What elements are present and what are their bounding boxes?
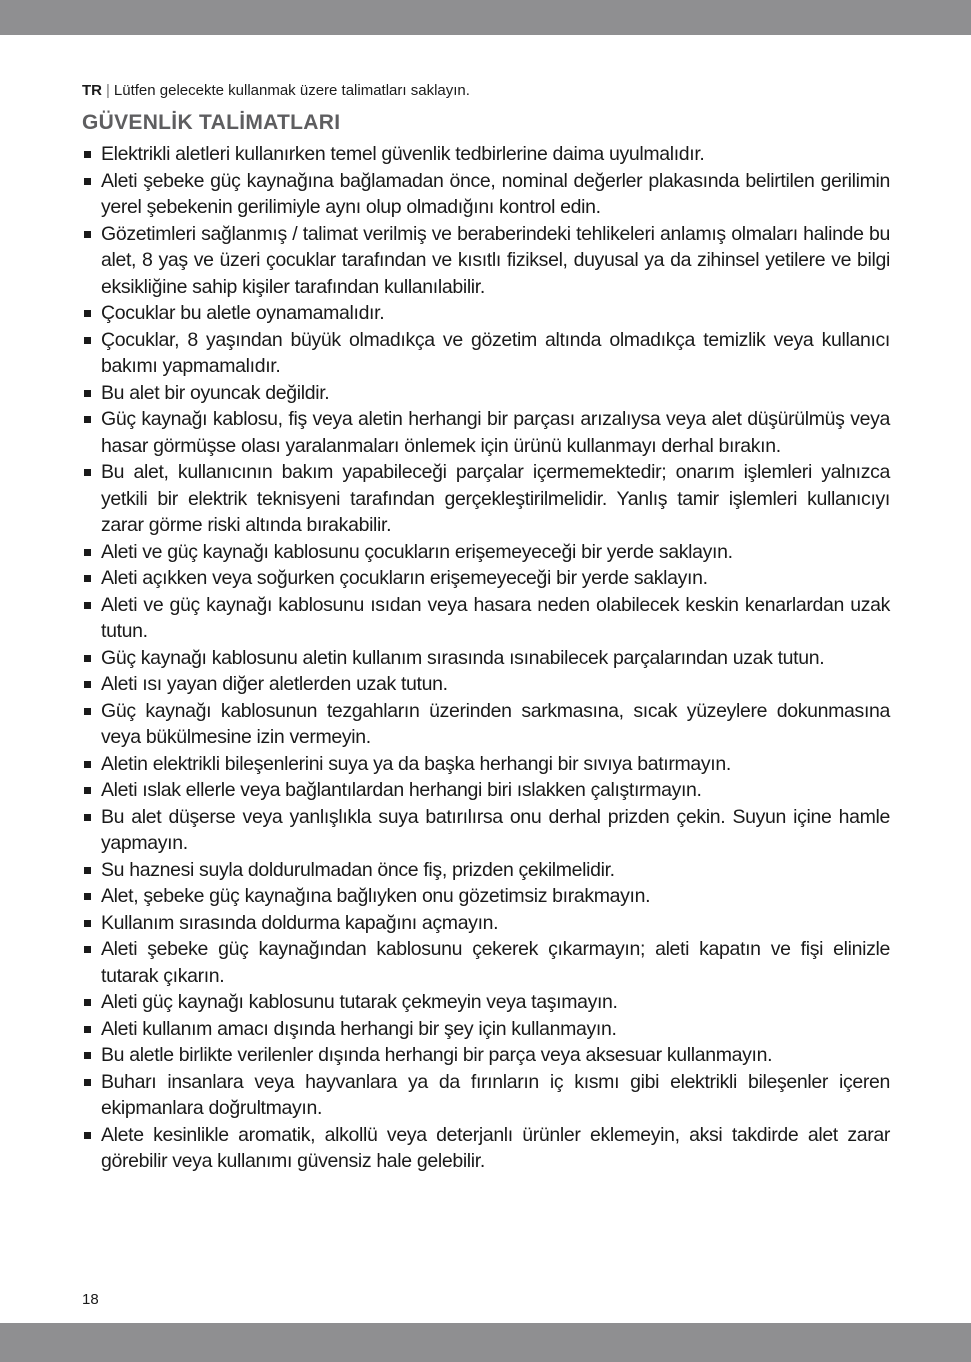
bullet-square-icon (84, 1132, 91, 1139)
bullet-square-icon (84, 549, 91, 556)
bullet-square-icon (84, 787, 91, 794)
list-item (82, 989, 890, 1016)
list-item (82, 459, 890, 539)
header-separator: | (106, 82, 110, 99)
list-item (82, 221, 890, 301)
bullet-square-icon (84, 1026, 91, 1033)
list-item-text: Güç kaynağı kablosunun tezgahların üzerinden sarkmasına, sıcak yüzeylere dokunmasına veya bükülmesine izin vermeyin. (101, 699, 890, 748)
bullet-square-icon (84, 893, 91, 900)
bullet-square-icon (84, 151, 91, 158)
header-note-text: Lütfen gelecekte kullanmak üzere talimatları saklayın. (113, 82, 470, 99)
list-item (82, 751, 890, 778)
list-item (82, 327, 890, 380)
list-item-text: Çocuklar bu aletle oynamamalıdır. (101, 302, 385, 324)
list-item (82, 910, 890, 937)
list-item-text: Alet, şebeke güç kaynağına bağlıyken onu gözetimsiz bırakmayın. (101, 885, 651, 907)
list-item-text: Aleti açıkken veya soğurken çocukların erişemeyeceği bir yerde saklayın. (101, 567, 708, 589)
list-item-text: Elektrikli aletleri kullanırken temel güvenlik tedbirlerine daima uyulmalıdır. (101, 143, 705, 165)
safety-instructions-list (82, 141, 890, 1175)
list-item-text: Gözetimleri sağlanmış / talimat verilmiş ve beraberindeki tehlikeleri anlamış olmaları halinde bu alet, 8 yaş ve üzeri çocuklar tarafından ve kısıtlı fiziksel, duyusal ya da zihinsel yetilere ve bilgi eksikliğine sahip kişiler tarafından kullanılabilir. (101, 222, 890, 298)
list-item-text: Aleti ve güç kaynağı kablosunu çocukların erişemeyeceği bir yerde saklayın. (101, 540, 733, 563)
list-item (82, 777, 890, 804)
section-title: GÜVENLİK TALİMATLARI (82, 111, 341, 134)
bullet-square-icon (84, 416, 91, 423)
bullet-square-icon (84, 1079, 91, 1086)
list-item (82, 380, 890, 407)
list-item-text: Bu alet düşerse veya yanlışlıkla suya batırılırsa onu derhal prizden çekin. Suyun içine hamle yapmayın. (101, 805, 890, 854)
list-item (82, 936, 890, 989)
top-band (0, 0, 971, 35)
bullet-square-icon (84, 999, 91, 1006)
list-item (82, 168, 890, 221)
list-item-text: Su haznesi suyla doldurulmadan önce fiş, prizden çekilmelidir. (101, 858, 615, 881)
list-item (82, 671, 890, 698)
bullet-square-icon (84, 602, 91, 609)
page-number: 18 (82, 1291, 99, 1308)
list-item-text: Aletin elektrikli bileşenlerini suya ya da başka herhangi bir sıvıya batırmayın. (101, 752, 731, 775)
list-item-text: Alete kesinlikle aromatik, alkollü veya deterjanlı ürünler eklemeyin, aksi takdirde alet zarar görebilir veya kullanımı güvensiz hale gelebilir. (101, 1123, 890, 1172)
bullet-square-icon (84, 1052, 91, 1059)
header-note (82, 81, 470, 101)
list-item (82, 698, 890, 751)
bullet-square-icon (84, 867, 91, 874)
list-item (82, 565, 890, 592)
bullet-square-icon (84, 310, 91, 317)
list-item (82, 1042, 890, 1069)
list-item-text: Aleti güç kaynağı kablosunu tutarak çekmeyin veya taşımayın. (101, 991, 618, 1013)
bullet-square-icon (84, 708, 91, 715)
bullet-square-icon (84, 681, 91, 688)
list-item-text: Güç kaynağı kablosu, fiş veya aletin herhangi bir parçası arızalıysa veya alet düşürülmüş veya hasar görmüşse olası yaralanmaları önlemek için ürünü kullanmayı derhal bırakın. (101, 408, 890, 457)
list-item-text: Aleti şebeke güç kaynağına bağlamadan önce, nominal değerler plakasında belirtilen gerilimin yerel şebekenin gerilimiyle aynı olup olmadığını kontrol edin. (101, 169, 890, 218)
list-item-text: Buharı insanlara veya hayvanlara ya da fırınların iç kısmı gibi elektrikli bileşenler içeren ekipmanlara doğrultmayın. (101, 1070, 890, 1119)
list-item-text: Aleti şebeke güç kaynağından kablosunu çekerek çıkarmayın; aleti kapatın ve fişi elinizle tutarak çıkarın. (101, 938, 890, 987)
list-item (82, 883, 890, 910)
list-item-text: Bu alet bir oyuncak değildir. (101, 381, 330, 404)
list-item (82, 539, 890, 566)
bullet-square-icon (84, 575, 91, 582)
list-item-text: Aleti kullanım amacı dışında herhangi bir şey için kullanmayın. (101, 1017, 617, 1040)
list-item (82, 1122, 890, 1175)
bullet-square-icon (84, 337, 91, 344)
list-item (82, 857, 890, 884)
list-item (82, 141, 890, 168)
bottom-band (0, 1323, 971, 1362)
bullet-square-icon (84, 761, 91, 768)
list-item (82, 645, 890, 672)
bullet-square-icon (84, 655, 91, 662)
list-item-text: Kullanım sırasında doldurma kapağını açmayın. (101, 911, 499, 934)
list-item (82, 406, 890, 459)
list-item (82, 1016, 890, 1043)
bullet-square-icon (84, 946, 91, 953)
list-item-text: Aleti ısı yayan diğer aletlerden uzak tutun. (101, 673, 448, 695)
list-item-text: Aleti ıslak ellerle veya bağlantılardan herhangi biri ıslakken çalıştırmayın. (101, 779, 702, 801)
bullet-square-icon (84, 920, 91, 927)
list-item-text: Aleti ve güç kaynağı kablosunu ısıdan veya hasara neden olabilecek keskin kenarlardan uzak tutun. (101, 593, 890, 642)
list-item-text: Güç kaynağı kablosunu aletin kullanım sırasında ısınabilecek parçalarından uzak tutun. (101, 646, 825, 669)
list-item (82, 300, 890, 327)
list-item-text: Çocuklar, 8 yaşından büyük olmadıkça ve gözetim altında olmadıkça temizlik veya kullanıcı bakımı yapmamalıdır. (101, 328, 890, 377)
list-item (82, 804, 890, 857)
bullet-square-icon (84, 178, 91, 185)
bullet-square-icon (84, 814, 91, 821)
list-item-text: Bu alet, kullanıcının bakım yapabileceği parçalar içermemektedir; onarım işlemleri yalnızca yetkili bir elektrik teknisyeni tarafından gerçekleştirilmelidir. Yanlış tamir işlemleri kullanıcıyı zarar görme riski altında bırakabilir. (101, 461, 890, 536)
language-code: TR (82, 82, 102, 99)
bullet-square-icon (84, 469, 91, 476)
list-item (82, 592, 890, 645)
list-item-text: Bu aletle birlikte verilenler dışında herhangi bir parça veya aksesuar kullanmayın. (101, 1044, 773, 1066)
bullet-square-icon (84, 390, 91, 397)
list-item (82, 1069, 890, 1122)
bullet-square-icon (84, 231, 91, 238)
